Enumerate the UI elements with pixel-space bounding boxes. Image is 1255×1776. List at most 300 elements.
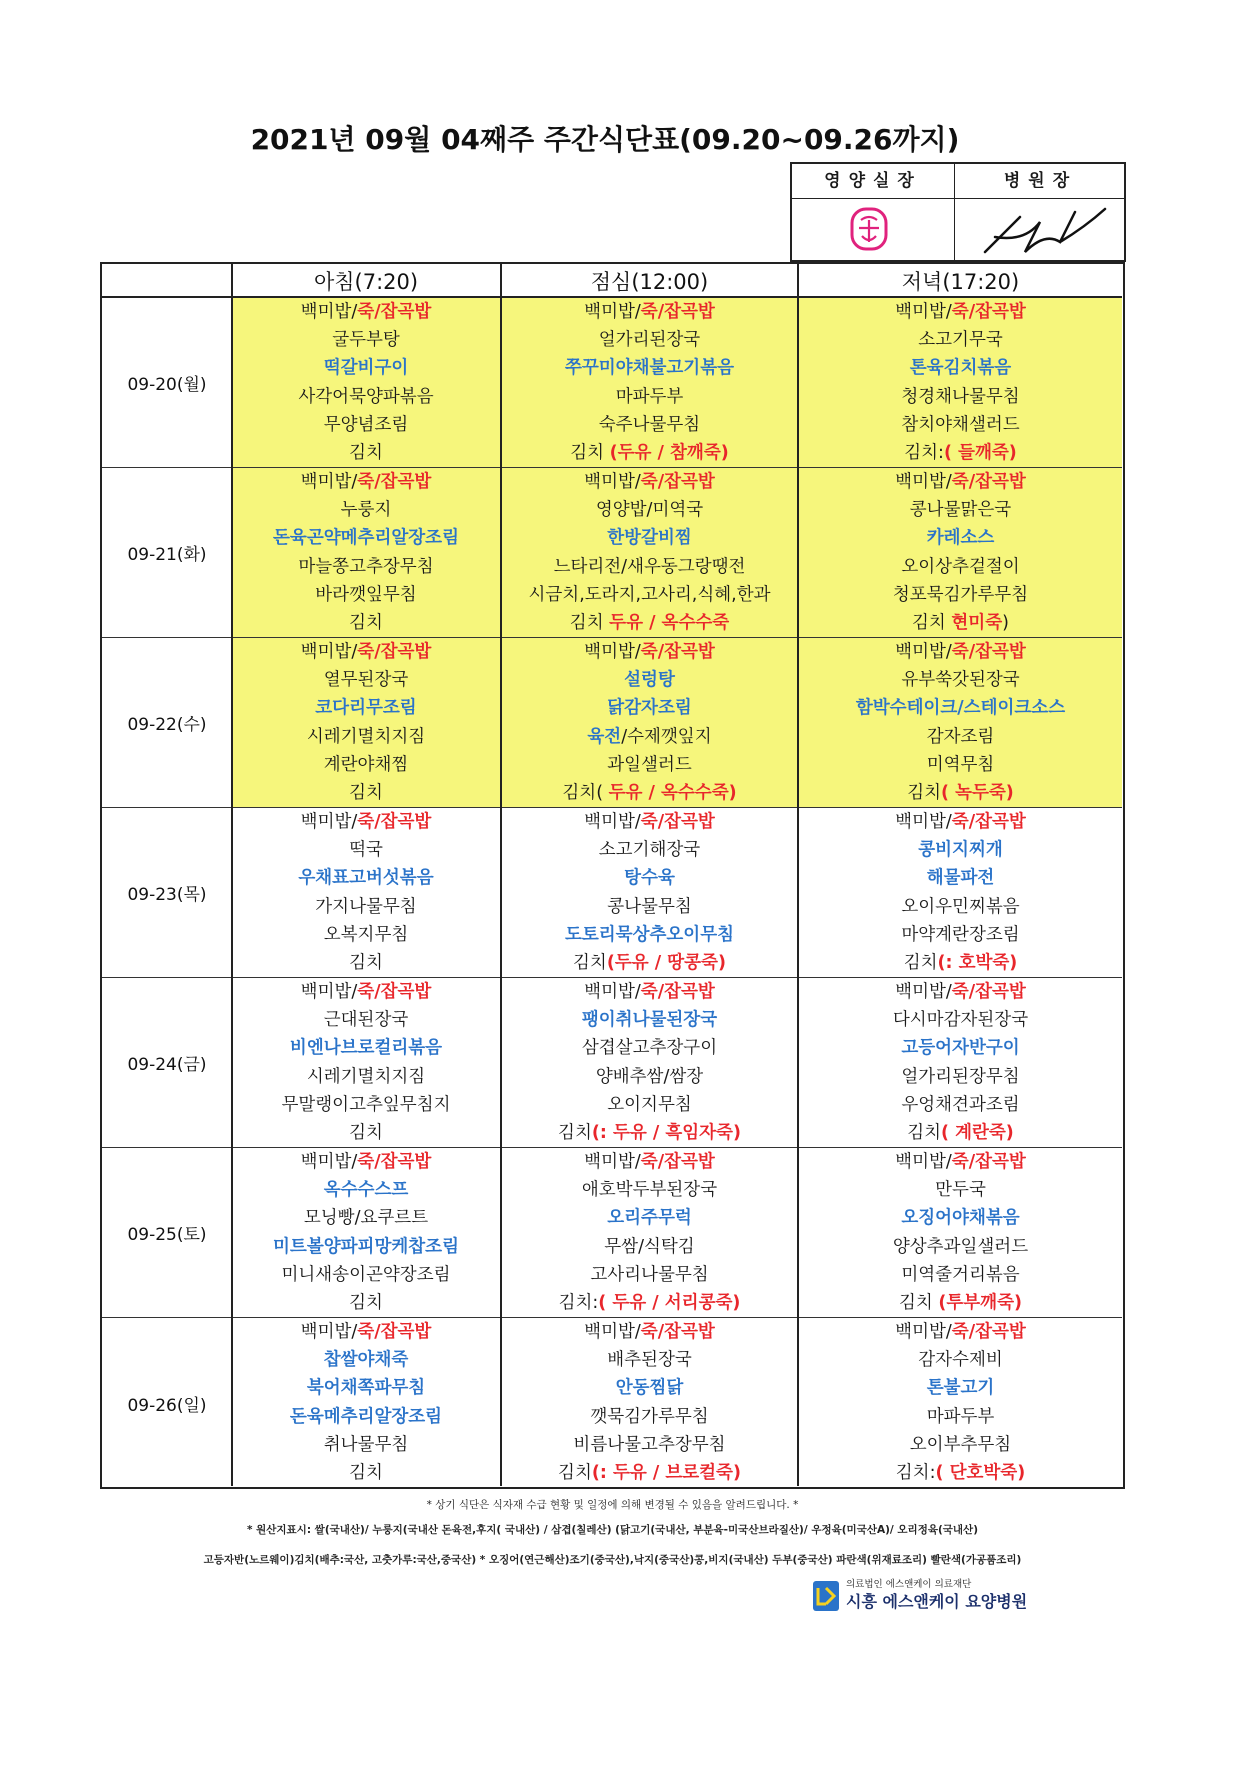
menu-text: 김치 xyxy=(558,1462,592,1483)
menu-text: 죽/잡곡밥 xyxy=(640,1152,715,1172)
menu-item xyxy=(502,1091,797,1119)
menu-text: 옥수수스프 xyxy=(323,1180,409,1201)
hospital-logo-icon xyxy=(812,1580,840,1612)
menu-item xyxy=(799,411,1122,439)
dinner-cell xyxy=(799,468,1122,638)
menu-item xyxy=(232,298,500,326)
menu-text: 김치 xyxy=(907,1122,941,1143)
menu-text: 김치( xyxy=(562,782,609,803)
menu-item xyxy=(502,383,797,411)
menu-text: 죽/잡곡밥 xyxy=(640,472,715,492)
menu-text: 양상추과일샐러드 xyxy=(892,1236,1029,1257)
menu-item xyxy=(502,864,797,892)
menu-text: 쭈꾸미야채불고기볶음 xyxy=(564,358,735,379)
menu-text: 육전 xyxy=(587,726,622,747)
menu-item xyxy=(799,496,1122,524)
dinner-cell xyxy=(799,638,1122,808)
origin-text-2: 고등자반(노르웨이)김치(배추:국산, 고춧가루:국산,중국산) * 오징어(연근해산)조기(중국산),낙지(중국산)콩,비지(국내산) 두부(중국산) 파란색(위재료조리) 빨란색(가공품조리) xyxy=(203,1554,1022,1566)
menu-item xyxy=(232,1233,500,1261)
menu-text: 닭감자조림 xyxy=(607,698,692,719)
menu-item xyxy=(232,779,500,807)
menu-item xyxy=(232,1034,500,1062)
menu-text: 죽/잡곡밥 xyxy=(357,1152,432,1172)
menu-item xyxy=(799,1403,1122,1431)
menu-item xyxy=(502,1318,797,1346)
menu-item xyxy=(502,1289,797,1317)
menu-text: 취나물무침 xyxy=(323,1434,409,1455)
menu-item xyxy=(502,949,797,977)
menu-item xyxy=(232,694,500,722)
menu-text: 굴두부탕 xyxy=(332,330,400,351)
menu-item xyxy=(799,581,1122,609)
menu-item xyxy=(232,1261,500,1289)
menu-text: 김치: xyxy=(904,442,944,463)
menu-item xyxy=(502,1346,797,1374)
day-row xyxy=(102,638,1122,808)
menu-text: 백미밥/ xyxy=(895,642,952,662)
menu-text: 김치: xyxy=(558,1292,599,1313)
lunch-cell xyxy=(502,468,797,638)
menu-text: 누룽지 xyxy=(340,500,392,521)
menu-text: 한방갈비찜 xyxy=(607,528,692,549)
menu-item xyxy=(502,808,797,836)
menu-text: 김치 xyxy=(349,612,383,633)
menu-text: 죽/잡곡밥 xyxy=(357,302,432,322)
menu-text: 백미밥/ xyxy=(300,472,358,492)
menu-item xyxy=(502,609,797,637)
menu-text: 고사리나물무침 xyxy=(590,1264,709,1285)
hospital-head-sign-cell xyxy=(955,199,1126,262)
lunch-cell xyxy=(502,298,797,468)
menu-text: 느타리전/새우동그랑땡전 xyxy=(553,556,746,577)
menu-item xyxy=(799,1176,1122,1204)
breakfast-cell xyxy=(232,978,500,1148)
menu-item xyxy=(232,1346,500,1374)
menu-item xyxy=(502,638,797,666)
menu-text: 톤육김치볶음 xyxy=(909,358,1012,379)
origin-text-1: * 원산지표시: 쌀(국내산)/ 누룽지(국내산 돈육전,후지( 국내산) / 삼겹(칠레산) (닭고기(국내산, 부분육-미국산브라질산)/ 우정육(미국산A)/ 오리정육(국내산) xyxy=(246,1524,979,1536)
menu-text: 김치 xyxy=(349,782,383,803)
menu-text: 청경채나물무침 xyxy=(901,386,1020,407)
menu-text: 김치 xyxy=(570,442,610,463)
day-row xyxy=(102,1148,1122,1318)
menu-text: ( 들깨죽) xyxy=(943,442,1017,463)
menu-item xyxy=(502,723,797,751)
day-row xyxy=(102,468,1122,638)
menu-item xyxy=(502,1204,797,1232)
menu-text: 깻묵김가루무침 xyxy=(590,1406,709,1427)
menu-text: 마약계란장조림 xyxy=(901,924,1020,945)
menu-item xyxy=(502,666,797,694)
menu-text: 죽/잡곡밥 xyxy=(951,1322,1026,1342)
menu-item xyxy=(799,638,1122,666)
menu-item xyxy=(232,1148,500,1176)
menu-text: 삼겹살고추장구이 xyxy=(581,1038,718,1059)
menu-text: 백미밥/ xyxy=(584,472,641,492)
menu-text: 떡국 xyxy=(349,840,383,861)
menu-text: 미역무침 xyxy=(926,754,995,775)
menu-text: 김치 xyxy=(569,612,610,633)
menu-item xyxy=(799,808,1122,836)
menu-text: 바라깻잎무침 xyxy=(315,584,417,605)
menu-text: 백미밥/ xyxy=(584,982,641,1002)
menu-text: 우채표고버섯볶음 xyxy=(298,868,434,889)
menu-text: 설렁탕 xyxy=(624,670,675,691)
menu-item xyxy=(502,439,797,467)
menu-item xyxy=(502,1148,797,1176)
menu-item xyxy=(799,1148,1122,1176)
dinner-cell xyxy=(799,1318,1122,1488)
menu-item xyxy=(502,1431,797,1459)
menu-text: 백미밥/ xyxy=(895,1322,952,1342)
menu-text: 시레기멸치지짐 xyxy=(306,1066,426,1087)
menu-item xyxy=(502,1006,797,1034)
menu-item xyxy=(232,581,500,609)
menu-item xyxy=(502,1034,797,1062)
menu-text: 죽/잡곡밥 xyxy=(951,812,1026,832)
menu-item xyxy=(502,751,797,779)
menu-item xyxy=(232,1374,500,1402)
menu-text: (두유 / 땅콩죽) xyxy=(606,952,726,973)
menu-text: 김치 xyxy=(912,612,952,633)
lunch-cell xyxy=(502,1148,797,1318)
menu-text: 백미밥/ xyxy=(300,982,358,1002)
menu-item xyxy=(232,1318,500,1346)
lunch-cell xyxy=(502,638,797,808)
menu-text: 백미밥/ xyxy=(300,1322,358,1342)
menu-text: 오리주무럭 xyxy=(607,1208,692,1229)
menu-item xyxy=(502,836,797,864)
dinner-header: 저녁(17:20) xyxy=(799,264,1122,298)
menu-table xyxy=(100,262,1125,1489)
menu-item xyxy=(232,326,500,354)
menu-item xyxy=(502,1176,797,1204)
menu-item xyxy=(232,439,500,467)
menu-item xyxy=(232,1091,500,1119)
menu-item xyxy=(232,496,500,524)
menu-item xyxy=(799,439,1122,467)
menu-text: 감자조림 xyxy=(926,726,995,747)
menu-item xyxy=(232,1006,500,1034)
day-row xyxy=(102,978,1122,1148)
menu-item xyxy=(502,1374,797,1402)
menu-item xyxy=(799,1119,1122,1147)
menu-text: (: 호박죽) xyxy=(937,952,1018,973)
menu-text: 팽이취나물된장국 xyxy=(581,1010,718,1031)
menu-text: 오징어야채볶음 xyxy=(901,1208,1020,1229)
menu-text: (: 두유 / 브로컬죽) xyxy=(591,1462,741,1483)
page-title: 2021년 09월 04째주 주간식단표(09.20~09.26까지) xyxy=(250,123,960,156)
menu-text: 죽/잡곡밥 xyxy=(640,642,715,662)
menu-item xyxy=(232,978,500,1006)
menu-item xyxy=(799,779,1122,807)
menu-text: 백미밥/ xyxy=(300,1152,358,1172)
menu-text: 유부쑥갓된장국 xyxy=(901,670,1020,691)
menu-text: 죽/잡곡밥 xyxy=(640,812,715,832)
dinner-cell xyxy=(799,298,1122,468)
menu-item xyxy=(799,949,1122,977)
menu-text: 죽/잡곡밥 xyxy=(640,302,715,322)
menu-text: 김치 xyxy=(349,952,383,973)
menu-text: 해물파전 xyxy=(926,868,995,889)
day-date: 09-26(일) xyxy=(127,1395,207,1416)
menu-text: 죽/잡곡밥 xyxy=(951,472,1026,492)
menu-text: 탕수육 xyxy=(624,868,675,889)
menu-text: 마늘쫑고추장무침 xyxy=(298,556,434,577)
menu-item xyxy=(232,666,500,694)
menu-item xyxy=(232,751,500,779)
corner-header xyxy=(102,264,232,298)
menu-item xyxy=(799,1459,1122,1487)
menu-item xyxy=(232,1119,500,1147)
menu-text: 백미밥/ xyxy=(584,642,641,662)
menu-item xyxy=(799,609,1122,637)
menu-item xyxy=(502,1063,797,1091)
breakfast-cell xyxy=(232,808,500,978)
menu-item xyxy=(502,978,797,1006)
menu-item xyxy=(232,1176,500,1204)
menu-text: 떡갈비구이 xyxy=(323,358,409,379)
hospital-head-label: 병원장 xyxy=(955,164,1126,199)
menu-text: 죽/잡곡밥 xyxy=(951,982,1026,1002)
menu-item xyxy=(799,298,1122,326)
menu-item xyxy=(502,1233,797,1261)
menu-text: 백미밥/ xyxy=(584,1322,641,1342)
menu-item xyxy=(502,468,797,496)
menu-text: 코다리무조림 xyxy=(315,698,417,719)
menu-item xyxy=(232,411,500,439)
menu-text: 열무된장국 xyxy=(323,670,409,691)
menu-text: 톤불고기 xyxy=(926,1378,995,1399)
menu-text: 계란야채찜 xyxy=(323,754,409,775)
menu-text: (투부깨죽) xyxy=(938,1292,1022,1313)
menu-text: 죽/잡곡밥 xyxy=(951,642,1026,662)
divider xyxy=(797,264,799,1486)
menu-text: 오이부추무침 xyxy=(909,1434,1012,1455)
menu-text: 오이지무침 xyxy=(607,1094,692,1115)
menu-text: /수제깻잎지 xyxy=(621,726,712,747)
menu-item xyxy=(232,468,500,496)
dinner-cell xyxy=(799,978,1122,1148)
menu-item xyxy=(799,1006,1122,1034)
menu-item xyxy=(232,921,500,949)
menu-text: 시금치,도라지,고사리,식혜,한과 xyxy=(528,584,771,605)
menu-text: 김치 xyxy=(349,1122,383,1143)
menu-item xyxy=(232,1459,500,1487)
menu-item xyxy=(232,524,500,552)
menu-item xyxy=(799,893,1122,921)
menu-text: 김치 xyxy=(558,1122,592,1143)
menu-text: 김치 xyxy=(349,442,383,463)
menu-text: 애호박두부된장국 xyxy=(581,1180,718,1201)
menu-text: 소고기해장국 xyxy=(598,840,701,861)
day-date: 09-20(월) xyxy=(127,375,207,395)
menu-text: ( 두유 / 서리콩죽) xyxy=(598,1292,741,1313)
breakfast-cell xyxy=(232,468,500,638)
menu-text: 북어채쪽파무침 xyxy=(306,1378,426,1399)
approval-box xyxy=(790,162,1126,262)
dinner-cell xyxy=(799,808,1122,978)
day-date: 09-25(토) xyxy=(127,1225,207,1245)
menu-text: ) xyxy=(1002,612,1009,633)
menu-item xyxy=(799,751,1122,779)
menu-text: 김치 xyxy=(899,1292,939,1313)
menu-text: 백미밥/ xyxy=(584,812,641,832)
lunch-cell xyxy=(502,808,797,978)
breakfast-cell xyxy=(232,298,500,468)
menu-item xyxy=(232,1431,500,1459)
menu-item xyxy=(502,524,797,552)
menu-text: 미니새송이곤약장조림 xyxy=(281,1264,451,1285)
menu-text: 무쌈/식탁김 xyxy=(604,1236,695,1257)
menu-text: 우엉채견과조림 xyxy=(901,1094,1020,1115)
menu-text: 과일샐러드 xyxy=(607,754,692,775)
menu-text: 콩나물무침 xyxy=(607,896,692,917)
menu-text: 김치 xyxy=(573,952,607,973)
menu-text: 김치 xyxy=(349,1462,383,1483)
menu-text: 소고기무국 xyxy=(918,330,1003,351)
menu-item xyxy=(799,666,1122,694)
menu-text: 감자수제비 xyxy=(918,1350,1003,1371)
menu-item xyxy=(502,326,797,354)
menu-text: 백미밥/ xyxy=(584,302,641,322)
lunch-header: 점심(12:00) xyxy=(502,264,797,298)
menu-text: 무말랭이고추잎무침지 xyxy=(281,1094,451,1115)
menu-text: 다시마감자된장국 xyxy=(892,1010,1029,1031)
menu-item xyxy=(799,921,1122,949)
menu-item xyxy=(799,836,1122,864)
menu-item xyxy=(799,1204,1122,1232)
menu-text: 비름나물고추장무침 xyxy=(573,1434,726,1455)
menu-text: 찹쌀야채죽 xyxy=(323,1350,409,1371)
menu-text: ( 단호박죽) xyxy=(935,1462,1026,1483)
menu-text: 얼가리된장무침 xyxy=(901,1066,1020,1087)
menu-text: 죽/잡곡밥 xyxy=(357,1322,432,1342)
menu-text: 마파두부 xyxy=(615,386,684,407)
menu-item xyxy=(232,864,500,892)
menu-item xyxy=(502,1119,797,1147)
menu-text: 백미밥/ xyxy=(895,812,952,832)
menu-item xyxy=(502,893,797,921)
menu-item xyxy=(799,1318,1122,1346)
stamp-icon xyxy=(849,206,889,252)
menu-item xyxy=(502,354,797,382)
menu-text: 김치 xyxy=(349,1292,383,1313)
day-row xyxy=(102,1318,1122,1488)
day-date: 09-23(목) xyxy=(127,885,207,905)
dinner-cell xyxy=(799,1148,1122,1318)
menu-text: 죽/잡곡밥 xyxy=(951,1152,1026,1172)
menu-text: 돈육메추리알장조림 xyxy=(289,1406,443,1427)
menu-text: 오이우민찌볶음 xyxy=(901,896,1020,917)
menu-text: 안동찜닭 xyxy=(615,1378,684,1399)
menu-text: 백미밥/ xyxy=(895,1152,952,1172)
menu-item xyxy=(799,1374,1122,1402)
menu-text: 죽/잡곡밥 xyxy=(357,472,432,492)
menu-text: 오복지무침 xyxy=(323,924,409,945)
menu-text: 사각어묵양파볶음 xyxy=(298,386,434,407)
menu-item xyxy=(232,893,500,921)
hospital-subtitle: 의료법인 에스앤케이 의료재단 xyxy=(846,1579,972,1590)
menu-item xyxy=(799,864,1122,892)
menu-text: 백미밥/ xyxy=(895,302,952,322)
menu-text: 백미밥/ xyxy=(300,642,358,662)
menu-text: 영양밥/미역국 xyxy=(595,500,704,521)
menu-text: 모닝빵/요쿠르트 xyxy=(303,1208,429,1229)
nutrition-head-label: 영양실장 xyxy=(792,164,955,199)
menu-item xyxy=(502,496,797,524)
menu-text: 죽/잡곡밥 xyxy=(640,1322,715,1342)
menu-item xyxy=(799,723,1122,751)
breakfast-cell xyxy=(232,1318,500,1488)
menu-item xyxy=(799,468,1122,496)
menu-text: 콩비지찌개 xyxy=(918,840,1003,861)
menu-item xyxy=(799,524,1122,552)
menu-text: 청포묵김가루무침 xyxy=(892,584,1029,605)
menu-text: 참치야채샐러드 xyxy=(901,414,1020,435)
menu-item xyxy=(799,1346,1122,1374)
menu-item xyxy=(502,298,797,326)
menu-text: 가지나물무침 xyxy=(315,896,417,917)
menu-text: ( 계란죽) xyxy=(941,1122,1014,1143)
menu-text: 얼가리된장국 xyxy=(598,330,701,351)
menu-text: 백미밥/ xyxy=(300,302,358,322)
menu-item xyxy=(232,354,500,382)
menu-text: (: 두유 / 흑임자죽) xyxy=(591,1122,741,1143)
menu-text: ( 녹두죽) xyxy=(941,782,1014,803)
menu-text: 비엔나브로컬리볶음 xyxy=(289,1038,443,1059)
lunch-cell xyxy=(502,978,797,1148)
menu-item xyxy=(232,638,500,666)
menu-text: 오이상추겉절이 xyxy=(901,556,1020,577)
menu-item xyxy=(799,1431,1122,1459)
menu-item xyxy=(502,553,797,581)
menu-item xyxy=(232,723,500,751)
menu-text: 배추된장국 xyxy=(607,1350,692,1371)
menu-item xyxy=(799,1034,1122,1062)
menu-text: 현미죽 xyxy=(951,612,1003,633)
menu-item xyxy=(502,1403,797,1431)
menu-item xyxy=(799,553,1122,581)
menu-item xyxy=(232,836,500,864)
menu-text: 죽/잡곡밥 xyxy=(357,982,432,1002)
menu-item xyxy=(502,779,797,807)
breakfast-cell xyxy=(232,1148,500,1318)
menu-item xyxy=(799,694,1122,722)
breakfast-header: 아침(7:20) xyxy=(232,264,500,298)
menu-item xyxy=(799,1091,1122,1119)
menu-text: 만두국 xyxy=(935,1180,986,1201)
menu-item xyxy=(232,808,500,836)
menu-item xyxy=(232,609,500,637)
menu-text: 백미밥/ xyxy=(895,472,952,492)
menu-text: 카레소스 xyxy=(926,528,995,549)
divider xyxy=(231,264,233,1486)
menu-item xyxy=(502,581,797,609)
menu-text: 김치 xyxy=(903,952,938,973)
menu-text: 백미밥/ xyxy=(300,812,358,832)
menu-text: 미트볼양파피망케찹조림 xyxy=(273,1236,459,1257)
day-row xyxy=(102,298,1122,468)
menu-item xyxy=(799,978,1122,1006)
day-date: 09-24(금) xyxy=(127,1055,207,1075)
menu-text: 도토리묵상추오이무침 xyxy=(564,924,735,945)
menu-item xyxy=(799,1063,1122,1091)
divider xyxy=(500,264,502,1486)
day-date: 09-21(화) xyxy=(127,545,207,565)
menu-item xyxy=(232,1403,500,1431)
signature-icon xyxy=(965,197,1115,267)
